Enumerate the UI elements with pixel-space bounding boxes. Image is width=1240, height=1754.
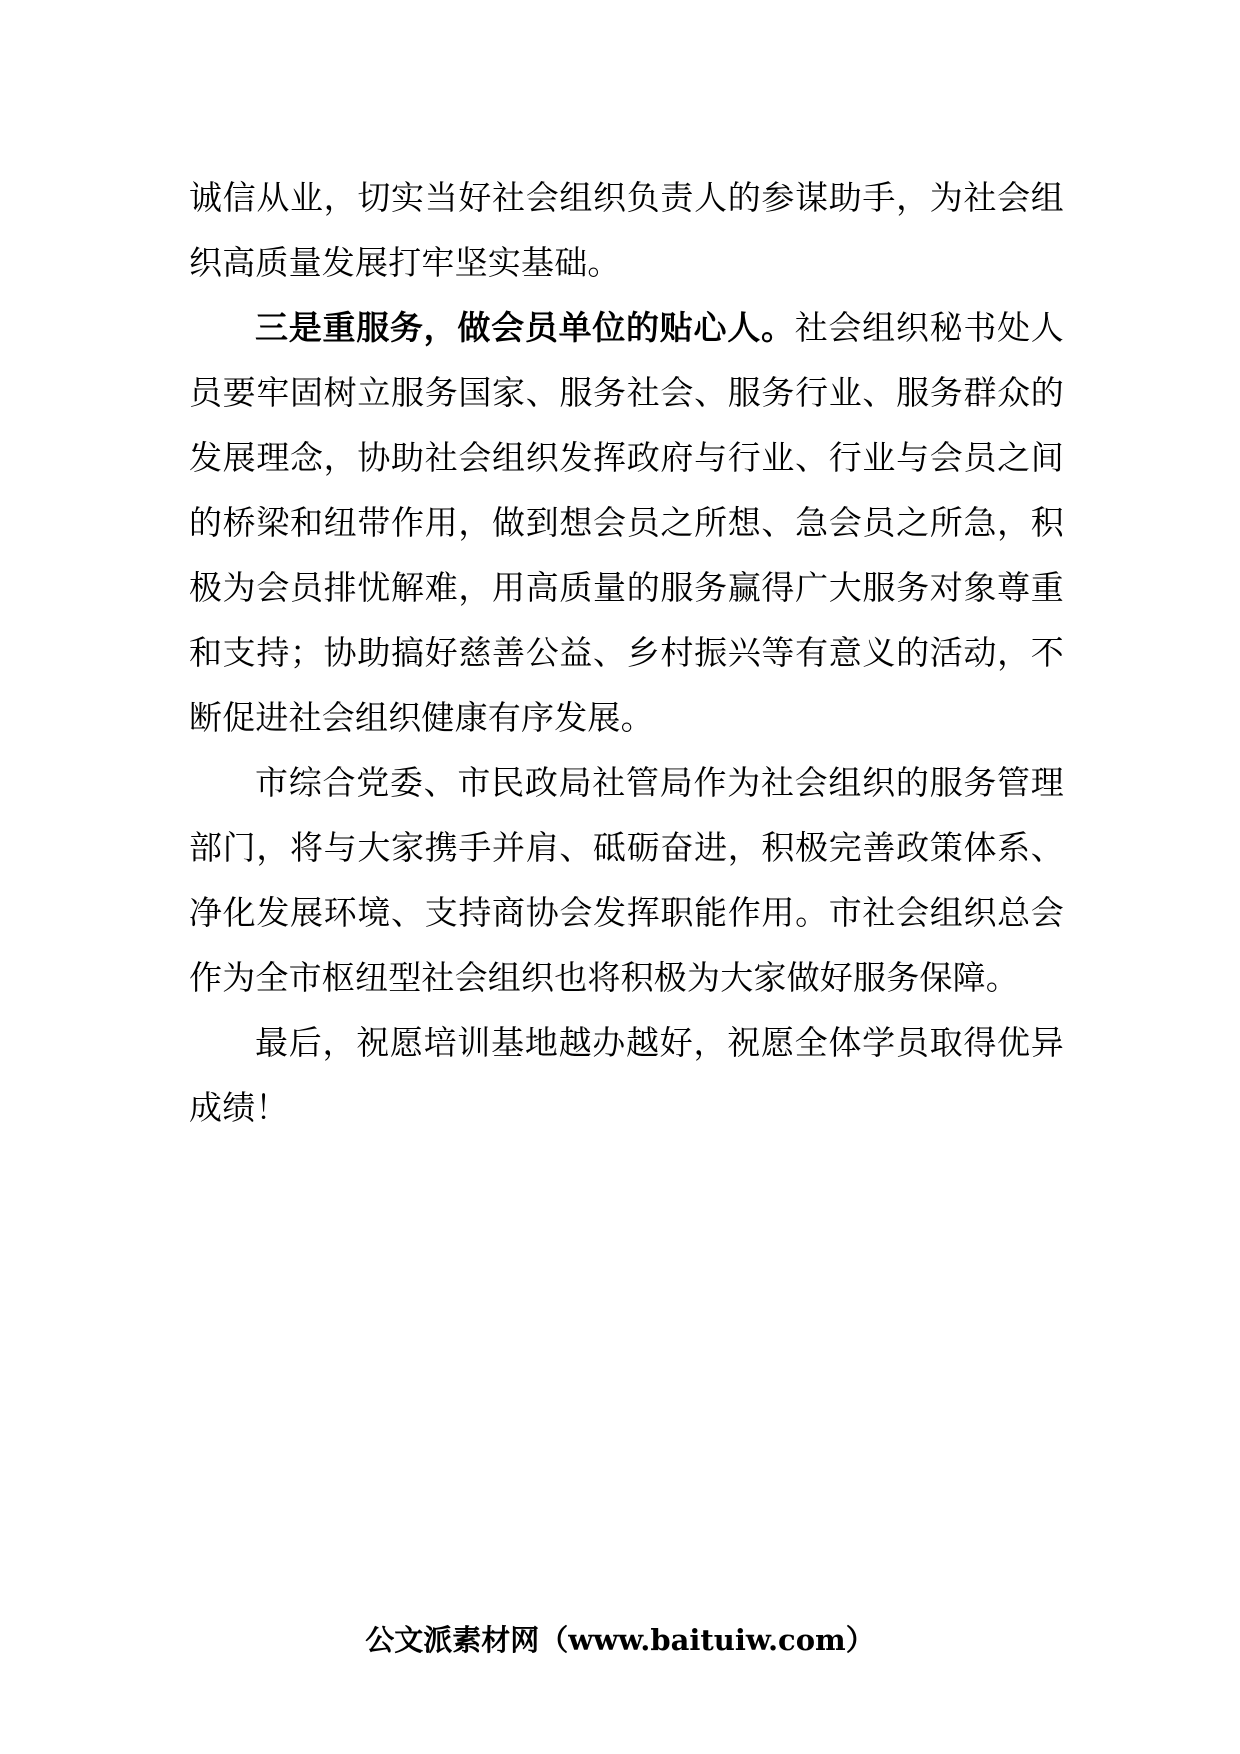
paragraph-1 xyxy=(189,165,1064,295)
paragraph-1-text: 诚信从业，切实当好社会组织负责人的参谋助手，为社会组织高质量发展打牢坚实基础。 xyxy=(189,178,1064,282)
paragraph-2 xyxy=(189,295,1064,750)
paragraph-4-text: 最后，祝愿培训基地越办越好，祝愿全体学员取得优异成绩！ xyxy=(189,1023,1064,1127)
document-body xyxy=(189,165,1064,1140)
page-footer: 公文派素材网（www.baituiw.com） xyxy=(365,1623,875,1657)
paragraph-2-text: 社会组织秘书处人员要牢固树立服务国家、服务社会、服务行业、服务群众的发展理念，协助社会组织发挥政府与行业、行业与会员之间的桥梁和纽带作用，做到想会员之所想、急会员之所急，积极为会员排忧解难，用高质量的服务赢得广大服务对象尊重和支持；协助搞好慈善公益、乡村振兴等有意义的活动，不断促进社会组织健康有序发展。 xyxy=(189,308,1064,737)
paragraph-3-text: 市综合党委、市民政局社管局作为社会组织的服务管理部门，将与大家携手并肩、砥砺奋进，积极完善政策体系、净化发展环境、支持商协会发挥职能作用。市社会组织总会作为全市枢纽型社会组织也将积极为大家做好服务保障。 xyxy=(189,763,1064,997)
paragraph-3 xyxy=(189,750,1064,1010)
paragraph-4 xyxy=(189,1010,1064,1140)
paragraph-2-lead: 三是重服务，做会员单位的贴心人。 xyxy=(255,308,795,347)
